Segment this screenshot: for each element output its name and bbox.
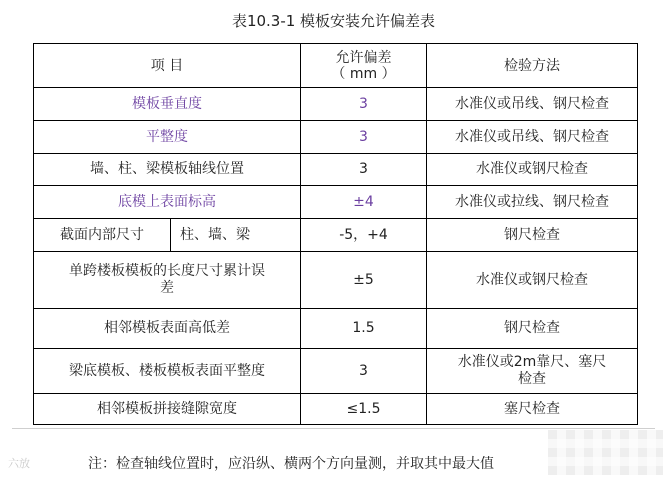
row-value: ±4 (301, 186, 427, 219)
row-method-line2: 检查 (518, 371, 546, 387)
row-value: 3 (301, 349, 427, 394)
row-item-line1: 单跨楼板模板的长度尺寸累计误 (69, 263, 265, 279)
row-item: 平整度 (34, 121, 301, 154)
table-row (34, 88, 638, 121)
row-item (34, 252, 301, 309)
watermark-logo: 六放 (8, 457, 30, 470)
row-method: 塞尺检查 (427, 394, 638, 425)
row-value: ±5 (301, 252, 427, 309)
mosaic-watermark (548, 430, 663, 475)
table-row (34, 349, 638, 394)
row-method-line1: 水准仪或2m靠尺、塞尺 (457, 354, 607, 370)
row-item: 相邻模板拼接缝隙宽度 (34, 394, 301, 425)
table-row (34, 394, 638, 425)
row-item: 相邻模板表面高低差 (34, 309, 301, 349)
header-method: 检验方法 (427, 44, 638, 88)
separator-line (12, 428, 655, 429)
header-tolerance-line2: （ mm ） (331, 65, 396, 82)
table-title: 表10.3-1 模板安装允许偏差表 (231, 12, 436, 30)
row-subitem: 柱、墙、梁 (171, 219, 301, 252)
table-row (34, 121, 638, 154)
footnote: 注：检查轴线位置时，应沿纵、横两个方向量测，并取其中最大值 (88, 456, 494, 472)
row-method: 钢尺检查 (427, 219, 638, 252)
row-method: 水准仪或钢尺检查 (427, 252, 638, 309)
row-item: 截面内部尺寸 (34, 219, 171, 252)
row-value: 1.5 (301, 309, 427, 349)
row-value: -5，+4 (301, 219, 427, 252)
header-tolerance-line1: 允许偏差 (335, 49, 392, 66)
header-tolerance (301, 44, 427, 88)
table-row (34, 309, 638, 349)
row-method: 钢尺检查 (427, 309, 638, 349)
table-row (34, 154, 638, 186)
row-value: 3 (301, 88, 427, 121)
row-item: 模板垂直度 (34, 88, 301, 121)
row-item: 底模上表面标高 (34, 186, 301, 219)
row-item-line2: 差 (160, 280, 174, 296)
table-row (34, 186, 638, 219)
row-item: 墙、柱、梁模板轴线位置 (34, 154, 301, 186)
row-method (427, 349, 638, 394)
row-value: 3 (301, 121, 427, 154)
table-row (34, 219, 638, 252)
row-value: ≤1.5 (301, 394, 427, 425)
tolerance-table (33, 43, 638, 425)
row-value: 3 (301, 154, 427, 186)
table-row (34, 252, 638, 309)
row-method: 水准仪或拉线、钢尺检查 (427, 186, 638, 219)
row-method: 水准仪或钢尺检查 (427, 154, 638, 186)
row-method: 水准仪或吊线、钢尺检查 (427, 88, 638, 121)
header-row (34, 44, 638, 88)
row-method: 水准仪或吊线、钢尺检查 (427, 121, 638, 154)
row-item: 梁底模板、楼板模板表面平整度 (34, 349, 301, 394)
header-item: 项 目 (34, 44, 301, 88)
